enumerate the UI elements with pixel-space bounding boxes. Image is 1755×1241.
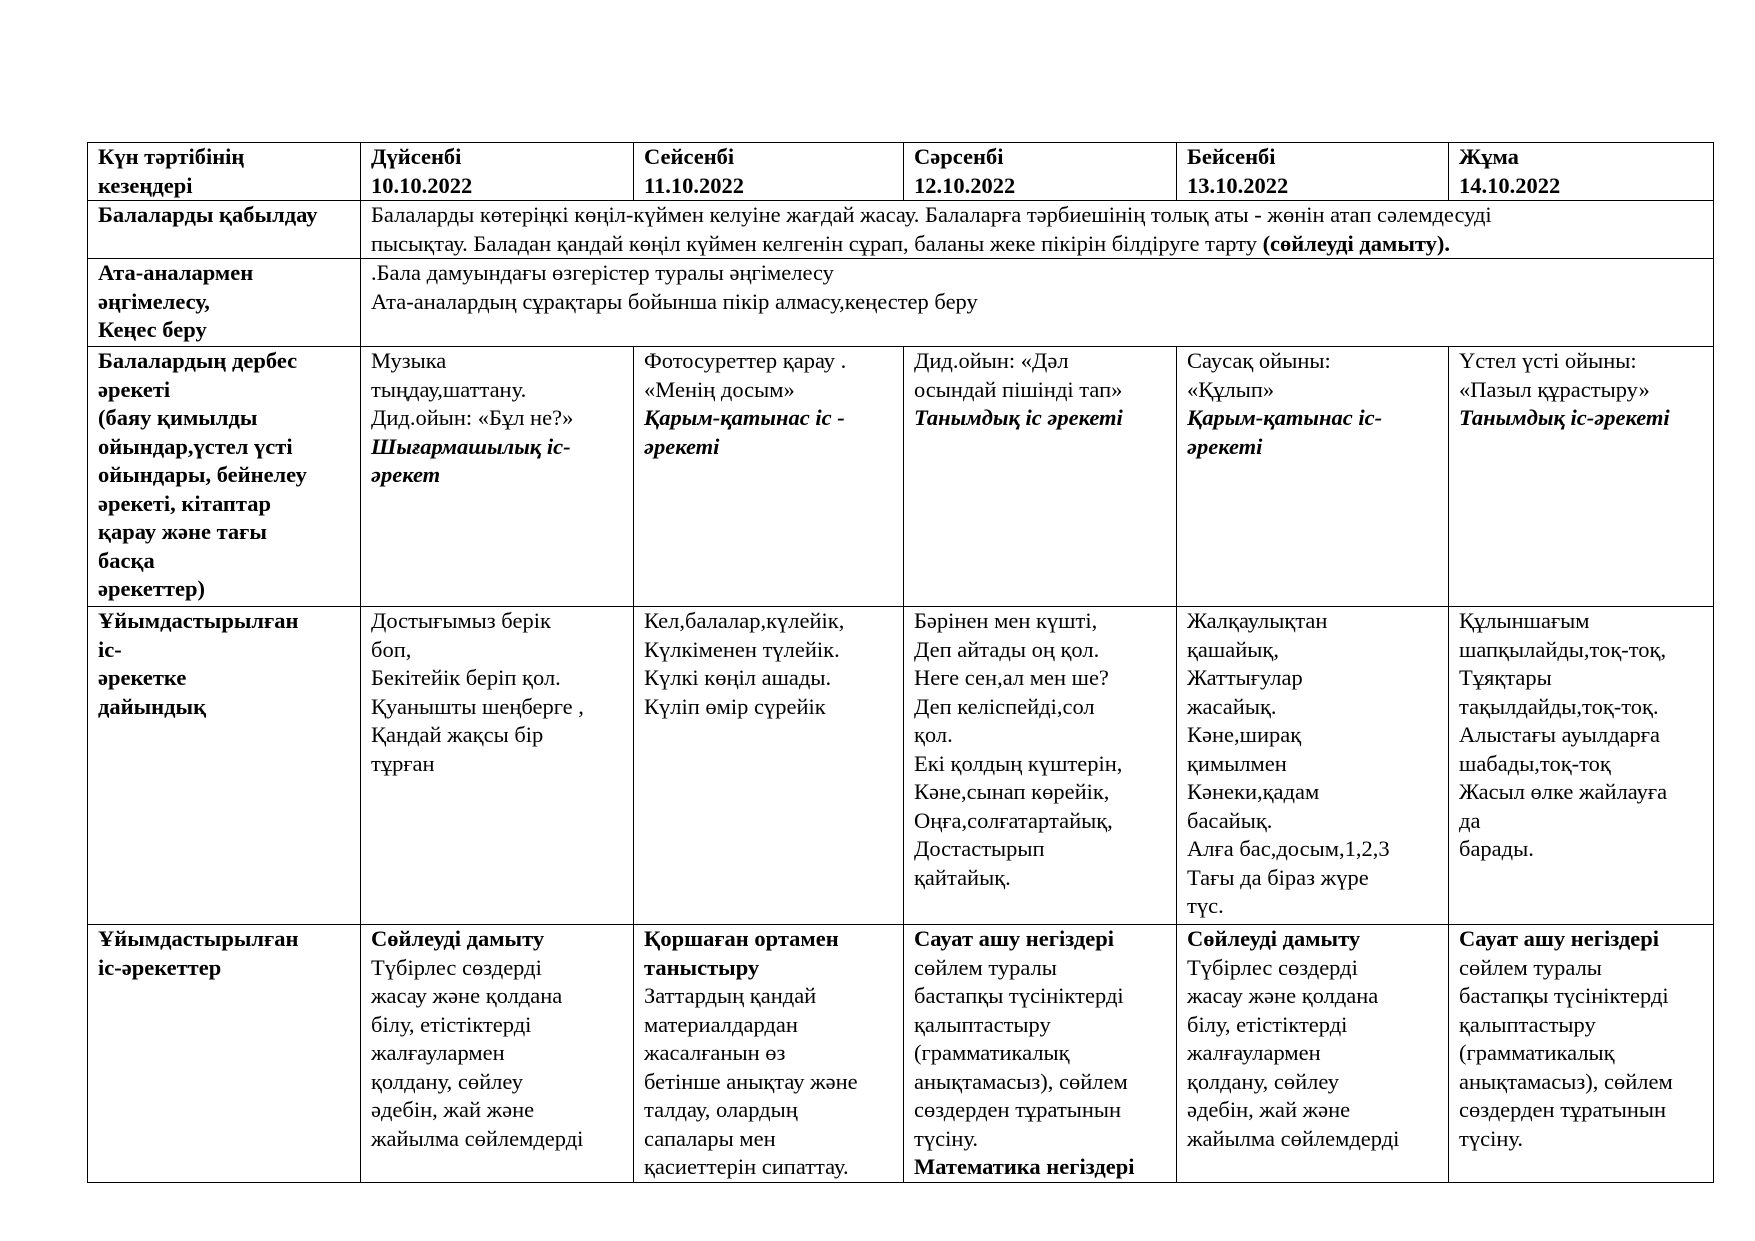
subject-description-line: сөйлем туралы xyxy=(1459,954,1602,980)
day-name: Жұма xyxy=(1459,144,1519,169)
preparation-label-line: әрекетке xyxy=(98,665,187,690)
independent-label xyxy=(88,347,361,607)
poem-line: Деп айтады оң қол. xyxy=(914,636,1100,662)
parents-label-line: Кеңес беру xyxy=(98,317,207,342)
poem-line: тақылдайды,тоқ-тоқ. xyxy=(1459,693,1659,719)
activity-text-line: Фотосуреттер қарау . xyxy=(644,348,847,373)
header-period-cell xyxy=(88,143,361,201)
poem-line: қимылмен xyxy=(1187,750,1287,776)
activity-text-line: Саусақ ойыны: xyxy=(1187,348,1331,373)
independent-label-line: әрекеті, кітаптар xyxy=(98,490,271,516)
poem-line: Бекітейік беріп қол. xyxy=(371,665,561,690)
preparation-cell-thursday xyxy=(1177,607,1449,925)
activities-cell-wednesday xyxy=(904,925,1177,1183)
independent-cell-thursday xyxy=(1177,347,1449,607)
poem-line: да xyxy=(1459,807,1481,833)
activity-type-label: әрекеті xyxy=(1187,433,1263,459)
poem-line: Алға бас,досым,1,2,3 xyxy=(1187,836,1390,861)
poem-line: Оңға,солғатартайық, xyxy=(914,807,1113,833)
activities-label-line: іс-әрекеттер xyxy=(98,954,222,980)
poem-line: Жаттығулар xyxy=(1187,665,1303,690)
independent-cell-friday xyxy=(1449,347,1714,607)
subject-description-line: қалыптастыру xyxy=(1459,1011,1596,1037)
preparation-label xyxy=(88,607,361,925)
activity-text-line: «Құлып» xyxy=(1187,376,1275,402)
activity-text-line: Музыка xyxy=(371,348,447,373)
poem-line: Кел,балалар,күлейік, xyxy=(644,608,845,633)
independent-label-line: басқа xyxy=(98,547,155,573)
subject-description-line: қолдану, сөйлеу xyxy=(1187,1068,1340,1094)
preparation-cell-friday xyxy=(1449,607,1714,925)
subject-description-line: бастапқы түсініктерді xyxy=(1459,983,1669,1008)
poem-line: боп, xyxy=(371,636,412,662)
day-name: Сейсенбі xyxy=(644,144,735,169)
poem-line: Құлыншағым xyxy=(1459,608,1590,633)
poem-line: Жасыл өлке жайлауға xyxy=(1459,779,1668,804)
independent-cell-tuesday xyxy=(634,347,904,607)
subject-description-line: бастапқы түсініктерді xyxy=(914,983,1124,1008)
poem-line: Достығымыз берік xyxy=(371,608,551,633)
poem-line: Тұяқтары xyxy=(1459,665,1552,690)
poem-line: Күлкіменен түлейік. xyxy=(644,636,840,662)
header-period-line-2: кезеңдері xyxy=(98,172,193,198)
activities-cell-thursday xyxy=(1177,925,1449,1183)
independent-label-line: әрекеттер) xyxy=(98,576,205,601)
activities-label-line: Ұйымдастырылған xyxy=(98,926,299,951)
subject-description-line: түсіну. xyxy=(1459,1125,1523,1151)
preparation-label-line: дайындық xyxy=(98,693,207,719)
preparation-label-line: Ұйымдастырылған xyxy=(98,608,299,633)
day-name: Сәрсенбі xyxy=(914,144,1004,169)
activity-text-line: Үстел үсті ойыны: xyxy=(1459,348,1637,373)
subject-title: Сауат ашу негіздері xyxy=(914,926,1114,951)
activity-text-line: тыңдау,шаттану. xyxy=(371,376,527,402)
subject-title: Математика негіздері xyxy=(914,1154,1135,1179)
subject-description-line: сөйлем туралы xyxy=(914,954,1057,980)
document-page xyxy=(87,142,1713,1183)
day-date: 11.10.2022 xyxy=(644,172,745,198)
independent-activity-row xyxy=(88,347,1714,607)
poem-line: Күліп өмір сүрейік xyxy=(644,693,826,719)
subject-description-line: әдебін, жай және xyxy=(371,1097,535,1122)
poem-line: қашайық, xyxy=(1187,636,1279,662)
subject-description-line: білу, етістіктерді xyxy=(1187,1011,1348,1037)
activity-type-label: Қарым-қатынас іс- xyxy=(1187,405,1383,430)
poem-line: Кәнеки,қадам xyxy=(1187,779,1320,804)
reception-label-text: Балаларды қабылдау xyxy=(98,202,318,227)
parents-label-line: әңгімелесу, xyxy=(98,288,210,314)
parents-line-2: Ата-аналардың сұрақтары бойынша пікір алмасу,кеңестер беру xyxy=(371,288,978,314)
subject-description-line: бетінше анықтау және xyxy=(644,1068,858,1094)
subject-description-line: Түбірлес сөздерді xyxy=(1187,954,1358,980)
poem-line: қол. xyxy=(914,722,953,747)
independent-cell-wednesday xyxy=(904,347,1177,607)
subject-description-line: (грамматикалық xyxy=(914,1040,1070,1065)
subject-title: Сөйлеуді дамыту xyxy=(1187,926,1361,951)
poem-line: жасайық. xyxy=(1187,693,1277,719)
subject-description-line: түсіну. xyxy=(914,1125,978,1151)
subject-description-line: талдау, олардың xyxy=(644,1097,798,1122)
subject-title: Сауат ашу негіздері xyxy=(1459,926,1659,951)
reception-line-2-emphasis: (сөйлеуді дамыту). xyxy=(1262,230,1451,256)
poem-line: басайық. xyxy=(1187,807,1273,833)
subject-description-line: қалыптастыру xyxy=(914,1011,1051,1037)
activity-text-line: осындай пішінді тап» xyxy=(914,376,1123,402)
activity-type-label: әрекеті xyxy=(644,433,720,459)
subject-description-line: жалғаулармен xyxy=(371,1040,505,1065)
day-name: Дүйсенбі xyxy=(371,144,462,169)
activity-text-line: Дид.ойын: «Бұл не?» xyxy=(371,405,574,430)
poem-line: шабады,тоқ-тоқ xyxy=(1459,750,1611,776)
weekly-plan-table xyxy=(87,142,1714,1183)
subject-description-line: анықтамасыз), сөйлем xyxy=(1459,1068,1673,1094)
poem-line: Деп келіспейді,сол xyxy=(914,693,1095,719)
poem-line: Тағы да біраз жүре xyxy=(1187,864,1369,890)
activity-text-line: «Пазыл құрастыру» xyxy=(1459,376,1650,402)
preparation-label-line: іс- xyxy=(98,636,122,662)
independent-label-line: ойындар,үстел үсті xyxy=(98,433,293,459)
preparation-cell-tuesday xyxy=(634,607,904,925)
independent-cell-monday xyxy=(361,347,634,607)
subject-description-line: білу, етістіктерді xyxy=(371,1011,532,1037)
independent-label-line: (баяу қимылды xyxy=(98,405,258,430)
poem-line: Қуанышты шеңберге , xyxy=(371,693,584,719)
activity-type-label: Қарым-қатынас іс - xyxy=(644,405,845,430)
subject-description-line: жасау және қолдана xyxy=(1187,983,1379,1008)
subject-description-line: Заттардың қандай xyxy=(644,983,817,1008)
activities-cell-monday xyxy=(361,925,634,1183)
header-day-monday xyxy=(361,143,634,201)
day-date: 14.10.2022 xyxy=(1459,172,1561,198)
header-day-wednesday xyxy=(904,143,1177,201)
poem-line: Кәне,сынап көрейік, xyxy=(914,779,1110,804)
poem-line: түс. xyxy=(1187,893,1224,918)
reception-content xyxy=(361,201,1714,259)
poem-line: қайтайық. xyxy=(914,864,1011,890)
reception-label xyxy=(88,201,361,259)
preparation-cell-monday xyxy=(361,607,634,925)
reception-line-1: Балаларды көтеріңкі көңіл-күймен келуіне жағдай жасау. Балаларға тәрбиешінің толық аты - жөнін атап сәлемдесуді xyxy=(371,202,1492,227)
activities-cell-tuesday xyxy=(634,925,904,1183)
parents-content xyxy=(361,259,1714,347)
activities-label xyxy=(88,925,361,1183)
subject-title: Қоршаған ортамен xyxy=(644,926,839,951)
header-period-line-1: Күн тәртібінің xyxy=(98,144,245,169)
subject-description-line: сөздерден тұратынын xyxy=(1459,1097,1667,1122)
reception-line-2 xyxy=(371,230,1707,259)
day-date: 13.10.2022 xyxy=(1187,172,1289,198)
poem-line: шапқылайды,тоқ-тоқ, xyxy=(1459,636,1667,662)
subject-title: Сөйлеуді дамыту xyxy=(371,926,545,951)
poem-line: Екі қолдың күштерін, xyxy=(914,750,1123,776)
poem-line: Жалқаулықтан xyxy=(1187,608,1328,633)
poem-line: барады. xyxy=(1459,836,1534,861)
independent-label-line: әрекеті xyxy=(98,376,171,402)
activity-type-label: Шығармашылық іс- xyxy=(371,433,571,459)
subject-description-line: қолдану, сөйлеу xyxy=(371,1068,524,1094)
header-day-friday xyxy=(1449,143,1714,201)
subject-description-line: анықтамасыз), сөйлем xyxy=(914,1068,1128,1094)
poem-line: Алыстағы ауылдарға xyxy=(1459,722,1660,747)
subject-description-line: материалдардан xyxy=(644,1011,798,1037)
activities-cell-friday xyxy=(1449,925,1714,1183)
activity-text-line: «Менің досым» xyxy=(644,376,795,402)
preparation-cell-wednesday xyxy=(904,607,1177,925)
reception-row xyxy=(88,201,1714,259)
activity-text-line: Дид.ойын: «Дәл xyxy=(914,348,1069,373)
day-date: 12.10.2022 xyxy=(914,172,1016,198)
parents-line-1: .Бала дамуындағы өзгерістер туралы әңгімелесу xyxy=(371,260,834,285)
organized-activities-row xyxy=(88,925,1714,1183)
header-row xyxy=(88,143,1714,201)
subject-description-line: Түбірлес сөздерді xyxy=(371,954,542,980)
independent-label-line: ойындары, бейнелеу xyxy=(98,462,307,487)
subject-description-line: сапалары мен xyxy=(644,1125,776,1151)
subject-description-line: (грамматикалық xyxy=(1459,1040,1615,1065)
reception-line-2-text: пысықтау. Баладан қандай көңіл күймен келгенін сұрап, баланы жеке пікірін білдіруге тарту xyxy=(371,230,1263,256)
activity-type-label: Танымдық іс-әрекеті xyxy=(1459,405,1670,430)
header-day-thursday xyxy=(1177,143,1449,201)
subject-description-line: жайылма сөйлемдерді xyxy=(1187,1125,1400,1151)
subject-description-line: жайылма сөйлемдерді xyxy=(371,1125,584,1151)
subject-description-line: әдебін, жай және xyxy=(1187,1097,1351,1122)
parents-label xyxy=(88,259,361,347)
poem-line: Достастырып xyxy=(914,836,1045,861)
subject-title: таныстыру xyxy=(644,954,760,980)
independent-label-line: Балалардың дербес xyxy=(98,348,298,373)
preparation-row xyxy=(88,607,1714,925)
parents-label-line: Ата-аналармен xyxy=(98,260,254,285)
subject-description-line: жалғаулармен xyxy=(1187,1040,1321,1065)
poem-line: Бәрінен мен күшті, xyxy=(914,608,1098,633)
activity-type-label: әрекет xyxy=(371,462,441,487)
day-name: Бейсенбі xyxy=(1187,144,1276,169)
header-day-tuesday xyxy=(634,143,904,201)
day-date: 10.10.2022 xyxy=(371,172,473,198)
poem-line: тұрған xyxy=(371,750,435,776)
poem-line: Қандай жақсы бір xyxy=(371,722,544,747)
poem-line: Күлкі көңіл ашады. xyxy=(644,665,832,690)
poem-line: Неге сен,ал мен ше? xyxy=(914,665,1109,690)
subject-description-line: жасау және қолдана xyxy=(371,983,563,1008)
activity-type-label: Танымдық іс әрекеті xyxy=(914,405,1123,430)
subject-description-line: сөздерден тұратынын xyxy=(914,1097,1122,1122)
subject-description-line: қасиеттерін сипаттау. xyxy=(644,1154,849,1179)
poem-line: Кәне,ширақ xyxy=(1187,722,1302,747)
parents-row xyxy=(88,259,1714,347)
independent-label-line: қарау және тағы xyxy=(98,519,267,544)
subject-description-line: жасалғанын өз xyxy=(644,1040,786,1065)
